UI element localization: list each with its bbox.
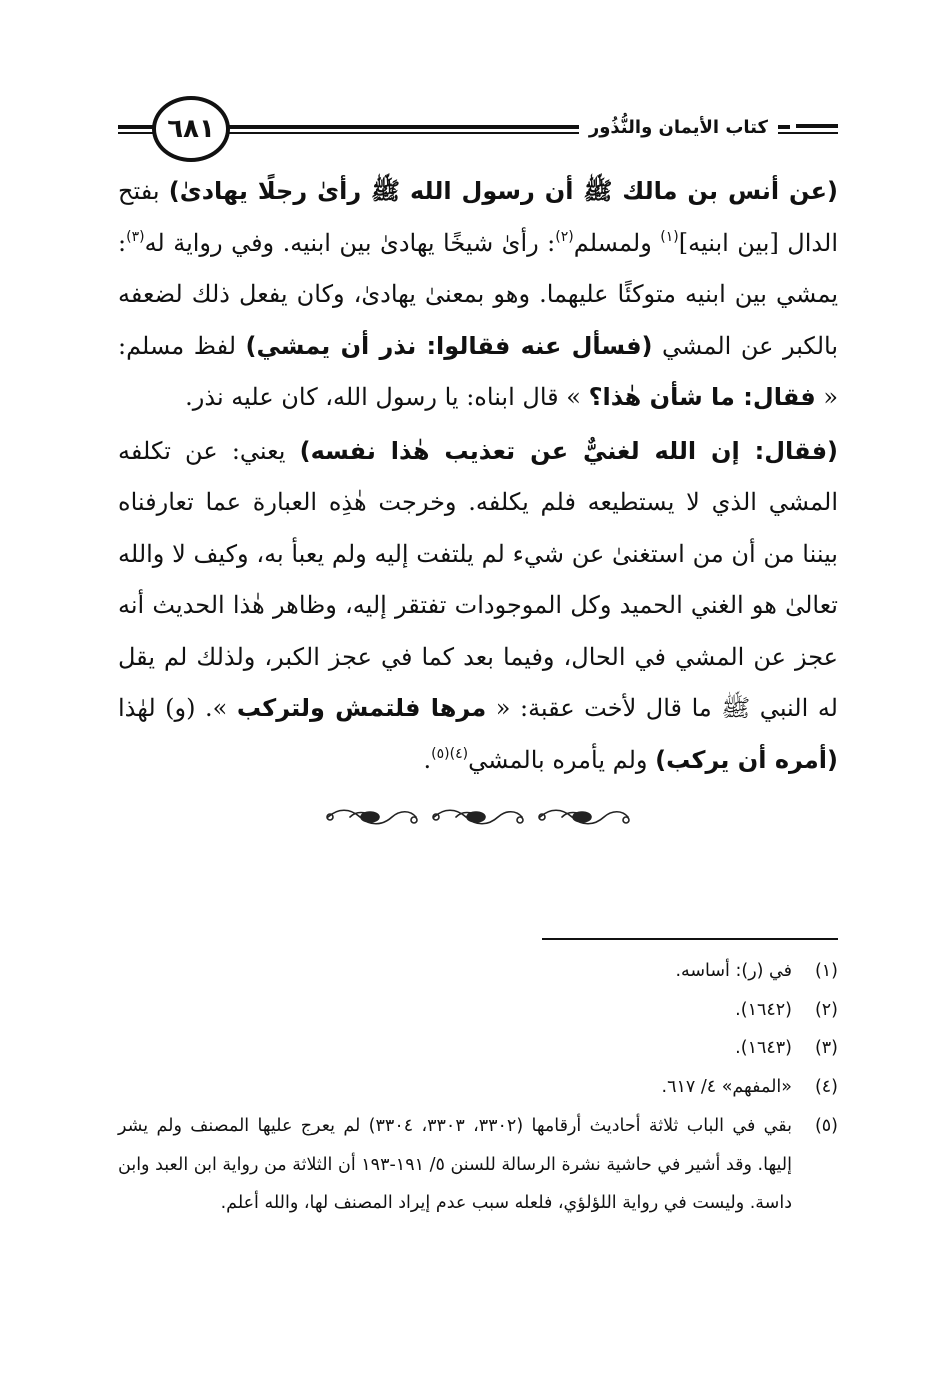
text-run: : يمشي بين ابنيه متوكئًا عليهما. وهو بمعنىٰ يهادىٰ، وكان يفعل ذلك لضعفه بالكبر عن المشي <box>118 228 838 360</box>
page-header <box>118 96 838 166</box>
footnote-separator <box>542 938 838 940</box>
text-run: ولمسلم <box>573 228 661 257</box>
footnote-ref-2: (٢) <box>555 228 574 245</box>
footnote-item <box>118 991 838 1030</box>
text-run: » قال ابناه: يا رسول الله، كان عليه نذر. <box>185 383 589 411</box>
bold-text: (فقال: إن الله لغنيٌّ عن تعذيب هٰذا نفسه) <box>299 436 839 465</box>
header-rule-end <box>790 124 838 129</box>
footnote-item <box>118 1068 838 1107</box>
bold-text: (عن أنس بن مالك ﷺ أن رسول الله ﷺ رأىٰ رجلًا يهادىٰ) <box>168 177 838 205</box>
bold-text: (فسأل عنه فقالوا: نذر أن يمشي) <box>245 331 653 360</box>
text-run: بفتح الدال [بين ابنيه] <box>118 177 838 257</box>
bold-text: مرها فلتمش ولتركب <box>236 694 487 722</box>
footnote-number: (٤) <box>814 1076 838 1097</box>
page-number: ٦٨١ <box>152 96 230 162</box>
footnote-number: (١) <box>814 961 838 981</box>
footnote-text: بقي في الباب ثلاثة أحاديث أرقامها (٣٣٠٢، ٣٣٠٣، ٣٣٠٤) لم يعرج عليها المصنف ولم يشر إليها. وقد أشير في حاشية نشرة الرسالة للسنن ٥/ ١٩١-١٩٣ أن الثلاثة من رواية ابن العبد وابن داسة. وليست في رواية اللؤلؤي، فلعله سبب عدم إيراد المصنف لها، والله أعلم. <box>118 1116 792 1213</box>
text-run: يعني: عن تكلفه المشي الذي لا يستطيعه فلم يكلفه. وخرجت هٰذِه العبارة عما تعارفناه بيننا من أن من استغنىٰ عن شيء لم يلتفت إليه ولم يعبأ به، وكيف لا والله تعالىٰ هو الغني الحميد وكل الموجودات تفتقر إليه، وظاهر هٰذا الحديث أنه عجز عن المشي في الحال، وفيما بعد كما في عجز الكبر، ولذلك لم يقل له النبي ﷺ ما قال لأخت عقبة: « <box>118 436 839 722</box>
footnote-ref-1: (١) <box>660 228 679 245</box>
ornament-motif <box>433 810 523 824</box>
text-run: ». (و) لهٰذا <box>118 694 237 722</box>
footnote-number: (٥) <box>814 1116 838 1136</box>
paragraph-2 <box>118 426 838 787</box>
footnotes <box>118 952 838 1223</box>
text-run: لفظ مسلم: « <box>118 331 838 411</box>
ornament-divider <box>320 804 636 830</box>
footnote-item <box>118 952 838 991</box>
footnote-item <box>118 1029 838 1068</box>
paragraph-1 <box>118 166 838 424</box>
footnote-item <box>118 1107 838 1223</box>
footnote-text: «المفهم» ٤/ ٦١٧. <box>661 1076 792 1097</box>
ornament-motif <box>327 810 417 824</box>
main-text <box>118 166 838 786</box>
footnote-ref-4-5: (٤)(٥) <box>431 745 469 762</box>
footnote-ref-3: (٣) <box>126 228 145 245</box>
footnote-text: في (ر): أساسه. <box>675 961 792 981</box>
text-run: ولم يأمره بالمشي <box>468 745 656 774</box>
footnote-number: (٢) <box>814 999 838 1020</box>
footnote-text: (١٦٤٢). <box>735 999 792 1020</box>
ornament-motif <box>539 810 629 824</box>
bold-text: فقال: ما شأن هٰذا؟ <box>588 383 816 411</box>
book-title: كتاب الأيمان والنُّذُور <box>579 114 778 142</box>
bold-text: (أمره أن يركب) <box>655 745 838 774</box>
footnote-text: (١٦٤٣). <box>735 1038 792 1058</box>
text-run: . <box>423 745 432 774</box>
footnote-number: (٣) <box>814 1038 838 1058</box>
text-run: : رأىٰ شيخًا يهادىٰ بين ابنيه. وفي رواية له <box>144 228 556 257</box>
